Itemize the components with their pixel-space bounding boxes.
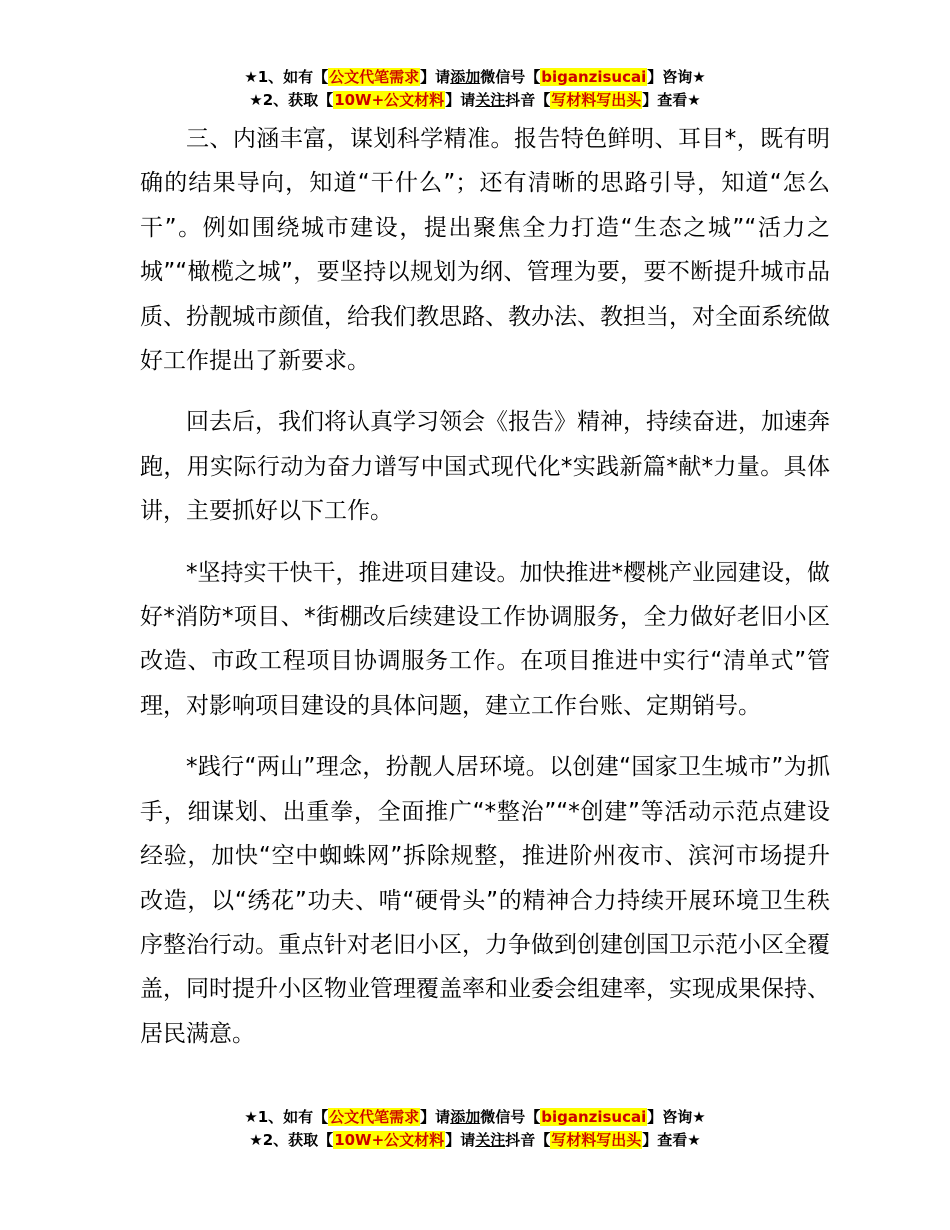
paragraph-rich-connotation: 三、内涵丰富，谋划科学精准。报告特色鲜明、耳目*，既有明确的结果导向，知道“干什么”；还有清晰的思路引导，知道“怎么干”。例如围绕城市建设，提出聚焦全力打造“生态之城”“活力之城”“橄榄之城”，要坚持以规划为纲、管理为要，要不断提升城市品质、扮靓城市颜值，给我们教思路、教办法、教担当，对全面系统做好工作提出了新要求。: [140, 126, 830, 375]
add-wechat-text: 添加: [450, 1108, 481, 1126]
footer-line-1-middle-2: 微信号【: [480, 1108, 541, 1126]
header-line-1-suffix: 】咨询★: [647, 68, 706, 86]
footer-line-2: [0, 1129, 950, 1152]
document-body: [140, 117, 830, 1073]
star-icon: ★: [249, 1131, 263, 1149]
header-line-1-middle-2: 微信号【: [480, 68, 541, 86]
wechat-id-highlight: biganzisucai: [541, 1108, 647, 1126]
header-line-2-middle: 】请: [445, 91, 476, 109]
header-banner: [0, 66, 950, 112]
douyin-account-highlight: 写材料写出头: [551, 1131, 642, 1149]
footer-line-2-middle-2: 抖音【: [505, 1131, 551, 1149]
star-icon: ★: [244, 1108, 258, 1126]
paragraph-project-construction: *坚持实干快干，推进项目建设。加快推进*樱桃产业园建设，做好*消防*项目、*街棚改后续建设工作协调服务，全力做好老旧小区改造、市政工程项目协调服务工作。在项目推进中实行“清单式”管理，对影响项目建设的具体问题，建立工作台账、定期销号。: [140, 559, 830, 719]
footer-line-2-prefix: 2、获取【: [262, 1131, 334, 1149]
footer-line-1-prefix: 1、如有【: [257, 1108, 329, 1126]
douyin-account-highlight: 写材料写出头: [551, 91, 642, 109]
footer-line-1: [0, 1106, 950, 1129]
footer-line-2-suffix: 】查看★: [642, 1131, 701, 1149]
footer-banner: [0, 1106, 950, 1152]
paragraph-living-environment: *践行“两山”理念，扮靓人居环境。以创建“国家卫生城市”为抓手，细谋划、出重拳，全面推广“*整治”“*创建”等活动示范点建设经验，加快“空中蜘蛛网”拆除规整，推进阶州夜市、滨河市场提升改造，以“绣花”功夫、啃“硬骨头”的精神合力持续开展环境卫生秩序整治行动。重点针对老旧小区，力争做到创建创国卫示范小区全覆盖，同时提升小区物业管理覆盖率和业委会组建率，实现成果保持、居民满意。: [140, 754, 830, 1047]
header-line-2-suffix: 】查看★: [642, 91, 701, 109]
header-line-1-prefix: 1、如有【: [257, 68, 329, 86]
footer-line-1-middle: 】请: [420, 1108, 451, 1126]
footer-line-2-middle: 】请: [445, 1131, 476, 1149]
header-line-2: [0, 89, 950, 112]
follow-text: 关注: [475, 91, 506, 109]
ghostwriting-service-highlight: 公文代笔需求: [329, 68, 420, 86]
star-icon: ★: [249, 91, 263, 109]
add-wechat-text: 添加: [450, 68, 481, 86]
star-icon: ★: [244, 68, 258, 86]
header-line-2-prefix: 2、获取【: [262, 91, 334, 109]
ghostwriting-service-highlight: 公文代笔需求: [329, 1108, 420, 1126]
header-line-1: [0, 66, 950, 89]
wechat-id-highlight: biganzisucai: [541, 68, 647, 86]
materials-highlight: 10W+公文材料: [334, 91, 445, 109]
header-line-1-middle: 】请: [420, 68, 451, 86]
footer-line-1-suffix: 】咨询★: [647, 1108, 706, 1126]
header-line-2-middle-2: 抖音【: [505, 91, 551, 109]
materials-highlight: 10W+公文材料: [334, 1131, 445, 1149]
paragraph-after-return: 回去后，我们将认真学习领会《报告》精神，持续奋进，加速奔跑，用实际行动为奋力谱写中国式现代化*实践新篇*献*力量。具体讲，主要抓好以下工作。: [140, 409, 830, 525]
follow-text: 关注: [475, 1131, 506, 1149]
